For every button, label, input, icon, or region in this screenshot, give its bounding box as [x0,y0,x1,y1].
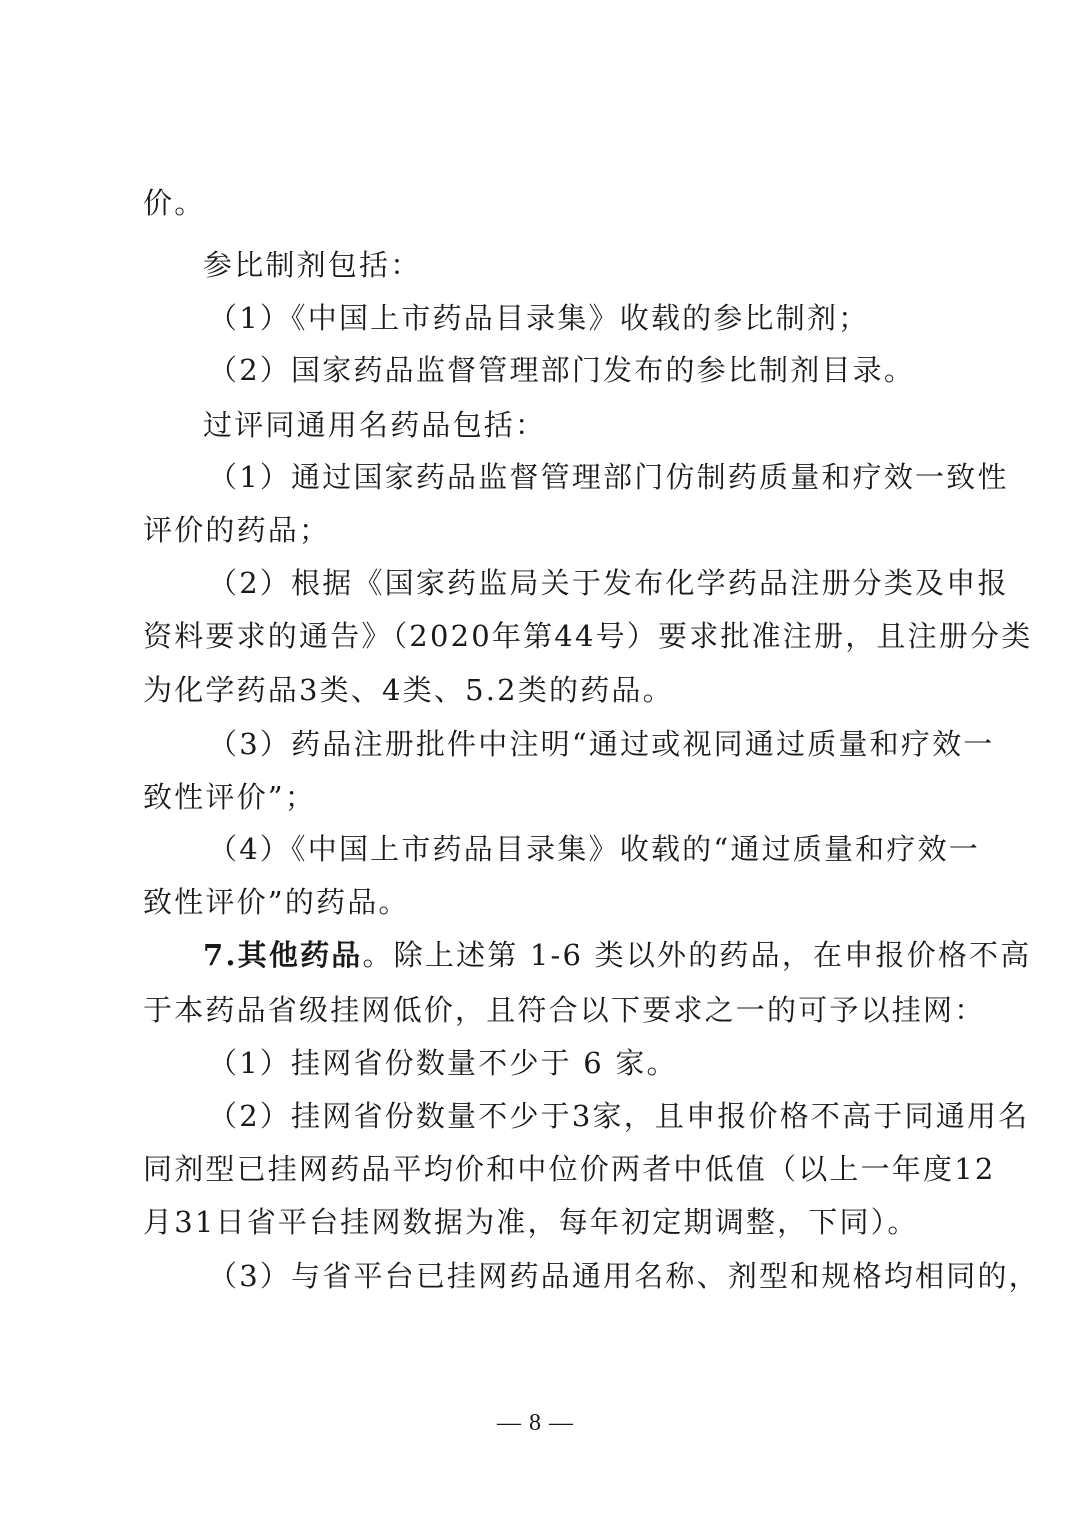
text-line: 参比制剂包括： [203,248,422,282]
text-line: 于本药品省级挂网低价，且符合以下要求之一的可予以挂网： [143,993,986,1027]
text-line: （1）《中国上市药品目录集》收载的参比制剂； [208,301,870,335]
text-line: 致性评价”的药品。 [143,885,410,919]
text-line: 同剂型已挂网药品平均价和中位价两者中低值（以上一年度12 [143,1152,996,1186]
text-line: （2）国家药品监督管理部门发布的参比制剂目录。 [208,353,916,387]
text-line: （3）与省平台已挂网药品通用名称、剂型和规格均相同的， [208,1259,1040,1293]
text-line: 过评同通用名药品包括： [203,408,547,442]
text-line: 价。 [143,186,206,220]
text-line: 月31日省平台挂网数据为准，每年初定期调整，下同）。 [143,1205,919,1239]
text-line: 评价的药品； [143,513,331,547]
page-number: — 8 — [497,1410,574,1436]
text-line: 资料要求的通告》（2020年第44号）要求批准注册，且注册分类 [143,619,1033,653]
text-line: （4）《中国上市药品目录集》收载的“通过质量和疗效一 [208,832,980,866]
text-line-section-7 [203,935,1032,975]
text-line: （2）根据《国家药监局关于发布化学药品注册分类及申报 [208,566,1009,600]
text-line: （2）挂网省份数量不少于3家，且申报价格不高于同通用名 [208,1099,1030,1133]
text-line: 为化学药品3类、4类、5.2类的药品。 [143,673,674,707]
section-7-heading: 7.其他药品 [203,938,363,972]
text-line: （3）药品注册批件中注明“通过或视同通过质量和疗效一 [208,727,995,761]
text-line: 致性评价”； [143,780,317,814]
text-line: （1）通过国家药品监督管理部门仿制药质量和疗效一致性 [208,460,1009,494]
section-7-text: 。除上述第 1-6 类以外的药品，在申报价格不高 [362,938,1032,972]
text-line: （1）挂网省份数量不少于 6 家。 [208,1046,678,1080]
